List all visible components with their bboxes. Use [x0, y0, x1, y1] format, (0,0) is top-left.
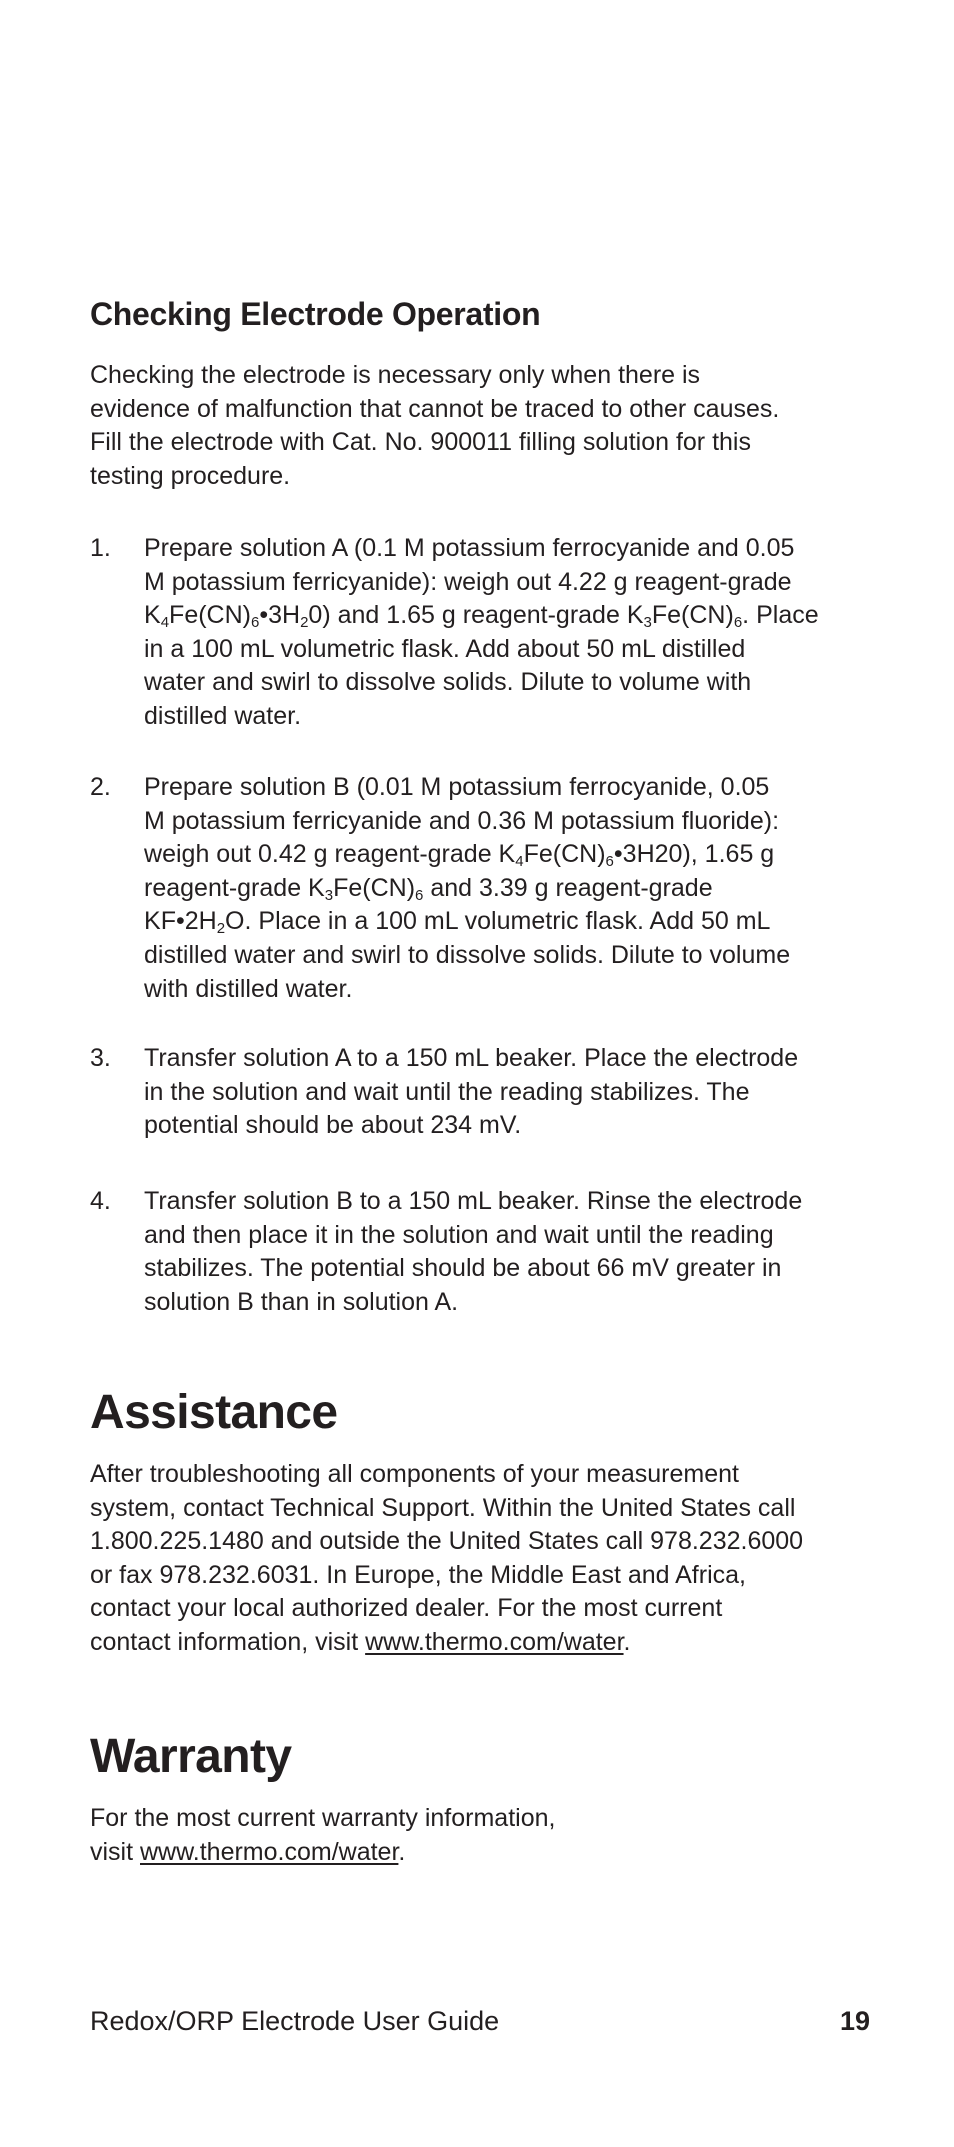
- step-text: [144, 1042, 884, 1143]
- step-line: M potassium ferricyanide and 0.36 M potassium fluoride):: [144, 806, 780, 835]
- step-line: $K_4Fe(CN)_6•3H_20$) and 1.65 g reagent-grade $K_3Fe(CN)_6$. Place: [144, 601, 819, 632]
- checking-intro: [90, 359, 880, 493]
- step-line: Transfer solution A to a 150 mL beaker. Place the electrode: [144, 1044, 799, 1072]
- assistance-paragraph: [90, 1458, 880, 1660]
- assistance-website-link[interactable]: www.thermo.com/water: [365, 1627, 624, 1656]
- assistance-line: contact your local authorized dealer. For the most current: [90, 1594, 723, 1623]
- intro-line: Fill the electrode with Cat. No. 900011 filling solution for this: [90, 428, 751, 457]
- step-line: in a 100 mL volumetric flask. Add about 50 mL distilled: [144, 634, 746, 663]
- step-line: potential should be about 234 mV.: [144, 1111, 522, 1140]
- step-text: [144, 771, 884, 1006]
- section-heading-checking: Checking Electrode Operation: [90, 296, 541, 332]
- warranty-line: For the most current warranty information,: [90, 1804, 556, 1832]
- step-line: Prepare solution A (0.1 M potassium ferrocyanide and 0.05: [144, 534, 795, 562]
- page-number: 19: [839, 2006, 870, 2036]
- step-number: 1.: [90, 534, 111, 562]
- step-line: water and swirl to dissolve solids. Dilute to volume with: [144, 668, 752, 697]
- assistance-line: 1.800.225.1480 and outside the United States call 978.232.6000: [90, 1527, 804, 1556]
- step-line: Prepare solution B (0.01 M potassium ferrocyanide, 0.05: [144, 773, 770, 801]
- assistance-line: or fax 978.232.6031. In Europe, the Middle East and Africa,: [90, 1560, 746, 1589]
- intro-line: evidence of malfunction that cannot be traced to other causes.: [90, 394, 780, 423]
- section-heading-warranty: Warranty: [90, 1730, 292, 1783]
- intro-line: testing procedure.: [90, 461, 291, 490]
- warranty-line: [90, 1836, 880, 1870]
- assistance-line: system, contact Technical Support. Within the United States call: [90, 1493, 796, 1522]
- step-line: distilled water.: [144, 701, 302, 730]
- step-line: in the solution and wait until the reading stabilizes. The: [144, 1077, 750, 1106]
- step-line: stabilizes. The potential should be about 66 mV greater in: [144, 1254, 782, 1283]
- step-line: and then place it in the solution and wait until the reading: [144, 1220, 774, 1249]
- assistance-punct: .: [623, 1627, 631, 1656]
- assistance-line: After troubleshooting all components of your measurement: [90, 1460, 739, 1488]
- step-line: with distilled water.: [144, 974, 353, 1003]
- step-line: distilled water and swirl to dissolve solids. Dilute to volume: [144, 940, 791, 969]
- step-text: [144, 1185, 884, 1319]
- step-text: [144, 532, 884, 734]
- assistance-text: contact information, visit: [90, 1627, 366, 1656]
- footer-guide-title: Redox/ORP Electrode User Guide: [90, 2006, 500, 2036]
- warranty-punct: .: [398, 1837, 406, 1866]
- step-line: solution B than in solution A.: [144, 1287, 459, 1316]
- step-number: 3.: [90, 1044, 111, 1072]
- step-line: M potassium ferricyanide): weigh out 4.22 g reagent-grade: [144, 567, 792, 596]
- warranty-website-link[interactable]: www.thermo.com/water: [140, 1837, 399, 1866]
- step-number: 4.: [90, 1187, 111, 1215]
- step-line: $KF•2H_2O$. Place in a 100 mL volumetric flask. Add 50 mL: [144, 907, 771, 938]
- step-number: 2.: [90, 773, 111, 801]
- step-line: weigh out 0.42 g reagent-grade $K_4Fe(CN)_6•3H20$), 1.65 g: [144, 840, 775, 871]
- assistance-line: [90, 1626, 880, 1660]
- warranty-text: visit: [90, 1837, 140, 1866]
- step-line: Transfer solution B to a 150 mL beaker. Rinse the electrode: [144, 1187, 803, 1215]
- step-line: reagent-grade $K_3Fe(CN)_6$ and 3.39 g reagent-grade: [144, 873, 713, 904]
- intro-line: Checking the electrode is necessary only when there is: [90, 361, 701, 389]
- section-heading-assistance: Assistance: [90, 1386, 338, 1439]
- warranty-paragraph: [90, 1802, 880, 1869]
